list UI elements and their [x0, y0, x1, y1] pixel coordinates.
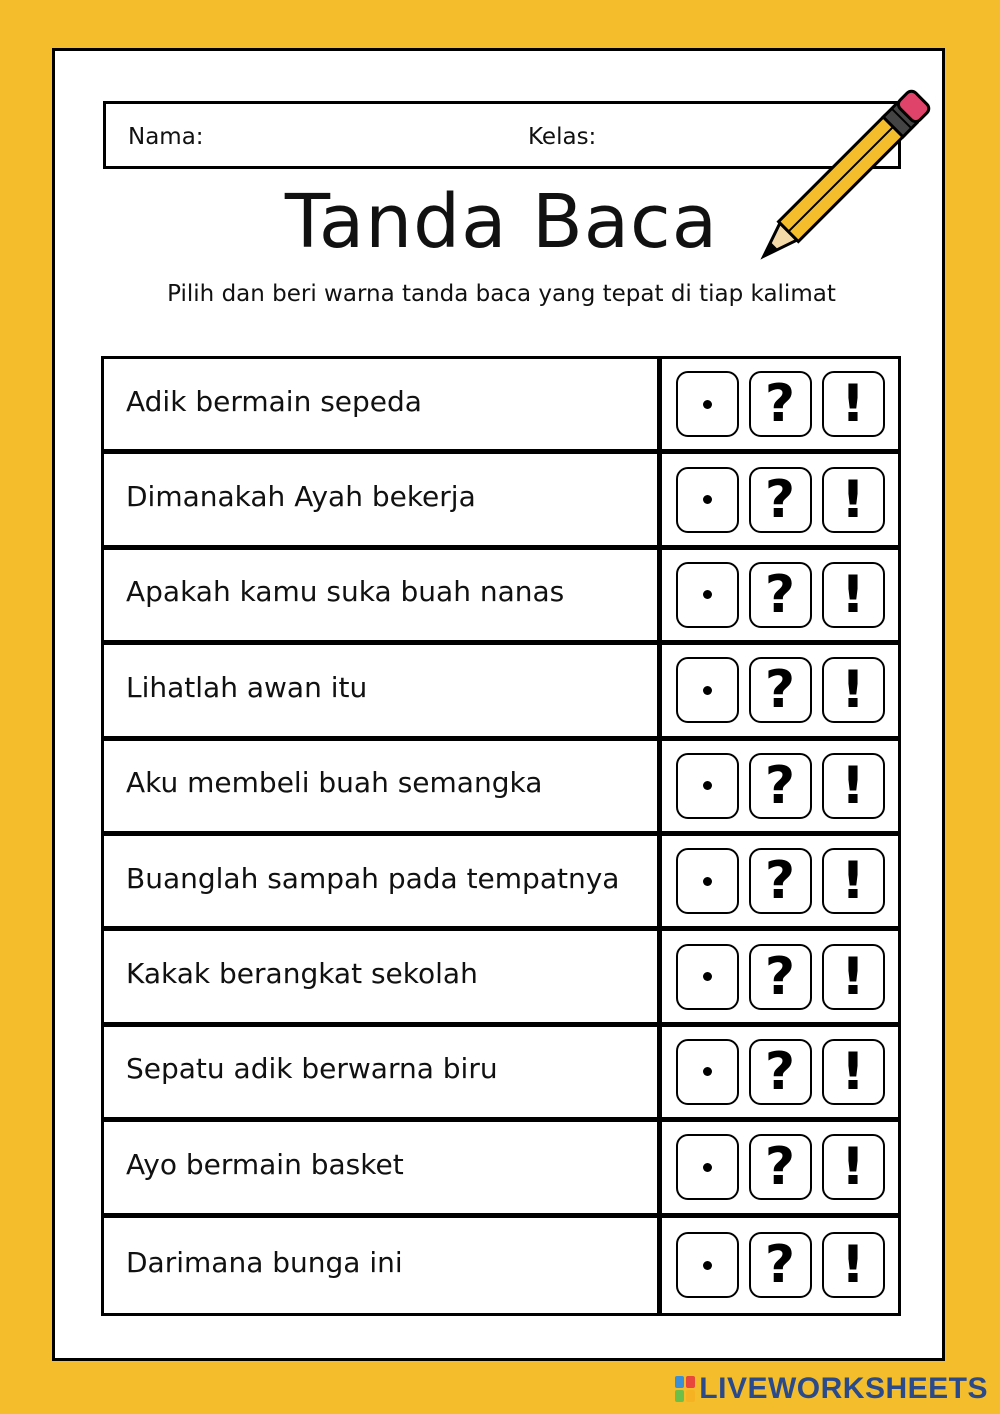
table-row [104, 454, 898, 549]
question-mark-icon: ? [764, 1041, 796, 1102]
period-icon [703, 590, 712, 599]
exclamation-mark-icon: ! [841, 946, 865, 1007]
punctuation-choices [662, 1122, 898, 1212]
punctuation-choices [662, 1218, 898, 1313]
logo-mark-icon [675, 1376, 695, 1402]
exclamation-mark-icon: ! [841, 755, 865, 816]
period-option[interactable] [676, 848, 739, 914]
exclamation-mark-icon: ! [841, 1235, 865, 1296]
question-mark-icon: ? [764, 1235, 796, 1296]
exclamation-mark-option[interactable] [822, 467, 885, 533]
sentence-text: Sepatu adik berwarna biru [104, 1027, 662, 1117]
exclamation-mark-icon: ! [841, 660, 865, 721]
period-option[interactable] [676, 467, 739, 533]
table-row [104, 550, 898, 645]
question-mark-option[interactable] [749, 1039, 812, 1105]
question-mark-icon: ? [764, 564, 796, 625]
exclamation-mark-option[interactable] [822, 562, 885, 628]
period-icon [703, 495, 712, 504]
exclamation-mark-option[interactable] [822, 1039, 885, 1105]
question-mark-icon: ? [764, 469, 796, 530]
exclamation-mark-option[interactable] [822, 371, 885, 437]
sentence-text: Lihatlah awan itu [104, 645, 662, 735]
punctuation-choices [662, 359, 898, 449]
period-option[interactable] [676, 657, 739, 723]
period-option[interactable] [676, 944, 739, 1010]
exclamation-mark-icon: ! [841, 1041, 865, 1102]
period-icon [703, 686, 712, 695]
exclamation-mark-icon: ! [841, 469, 865, 530]
period-icon [703, 877, 712, 886]
class-label: Kelas: [528, 124, 597, 150]
table-row [104, 836, 898, 931]
table-row [104, 645, 898, 740]
question-mark-option[interactable] [749, 371, 812, 437]
sentence-text: Ayo bermain basket [104, 1122, 662, 1212]
page-title: Tanda Baca [284, 179, 719, 265]
exclamation-mark-icon: ! [841, 564, 865, 625]
period-option[interactable] [676, 1039, 739, 1105]
exclamation-mark-option[interactable] [822, 657, 885, 723]
question-mark-option[interactable] [749, 848, 812, 914]
period-icon [703, 972, 712, 981]
exclamation-mark-option[interactable] [822, 1134, 885, 1200]
sentence-text: Adik bermain sepeda [104, 359, 662, 449]
period-icon [703, 1067, 712, 1076]
table-row [104, 1218, 898, 1313]
question-mark-option[interactable] [749, 562, 812, 628]
question-mark-icon: ? [764, 946, 796, 1007]
question-mark-icon: ? [764, 851, 796, 912]
question-mark-option[interactable] [749, 753, 812, 819]
question-mark-option[interactable] [749, 1134, 812, 1200]
exclamation-mark-icon: ! [841, 374, 865, 435]
question-mark-option[interactable] [749, 944, 812, 1010]
sentence-text: Kakak berangkat sekolah [104, 931, 662, 1021]
punctuation-table [101, 356, 901, 1316]
table-row [104, 741, 898, 836]
exclamation-mark-icon: ! [841, 1137, 865, 1198]
table-row [104, 931, 898, 1026]
sentence-text: Aku membeli buah semangka [104, 741, 662, 831]
sentence-text: Buanglah sampah pada tempatnya [104, 836, 662, 926]
table-row [104, 1122, 898, 1217]
punctuation-choices [662, 1027, 898, 1117]
punctuation-choices [662, 550, 898, 640]
exclamation-mark-option[interactable] [822, 944, 885, 1010]
punctuation-choices [662, 645, 898, 735]
exclamation-mark-option[interactable] [822, 848, 885, 914]
period-option[interactable] [676, 371, 739, 437]
period-icon [703, 781, 712, 790]
worksheet-page [52, 48, 945, 1361]
period-icon [703, 400, 712, 409]
table-row [104, 1027, 898, 1122]
punctuation-choices [662, 454, 898, 544]
question-mark-option[interactable] [749, 657, 812, 723]
punctuation-choices [662, 741, 898, 831]
question-mark-icon: ? [764, 660, 796, 721]
exclamation-mark-option[interactable] [822, 753, 885, 819]
instruction-text: Pilih dan beri warna tanda baca yang tepat di tiap kalimat [167, 281, 836, 307]
sentence-text: Dimanakah Ayah bekerja [104, 454, 662, 544]
period-icon [703, 1163, 712, 1172]
exclamation-mark-option[interactable] [822, 1232, 885, 1298]
question-mark-icon: ? [764, 1137, 796, 1198]
period-option[interactable] [676, 1134, 739, 1200]
period-icon [703, 1261, 712, 1270]
question-mark-option[interactable] [749, 467, 812, 533]
period-option[interactable] [676, 1232, 739, 1298]
period-option[interactable] [676, 562, 739, 628]
question-mark-option[interactable] [749, 1232, 812, 1298]
liveworksheets-logo [675, 1372, 988, 1406]
punctuation-choices [662, 931, 898, 1021]
question-mark-icon: ? [764, 374, 796, 435]
question-mark-icon: ? [764, 755, 796, 816]
sentence-text: Apakah kamu suka buah nanas [104, 550, 662, 640]
period-option[interactable] [676, 753, 739, 819]
punctuation-choices [662, 836, 898, 926]
table-row [104, 359, 898, 454]
exclamation-mark-icon: ! [841, 851, 865, 912]
name-label: Nama: [128, 124, 204, 150]
logo-text: LIVEWORKSHEETS [699, 1372, 988, 1405]
sentence-text: Darimana bunga ini [104, 1218, 662, 1313]
